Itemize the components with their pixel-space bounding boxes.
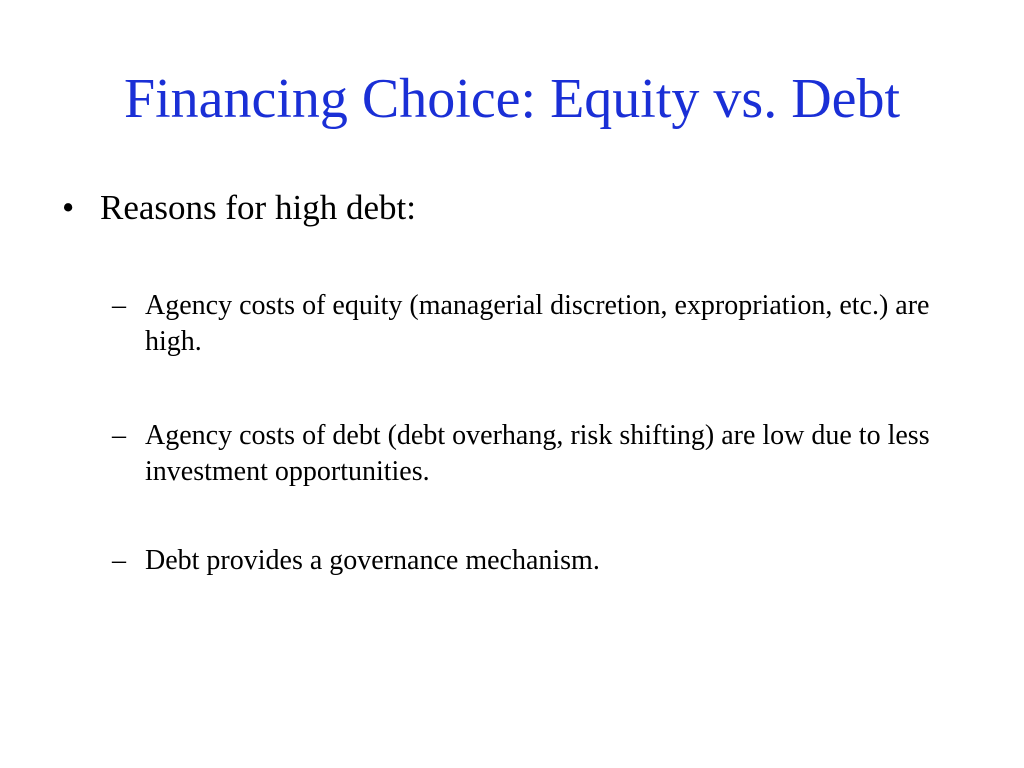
dash-marker: – [112,545,126,576]
dash-marker: – [112,420,126,451]
bullet-marker: • [62,188,75,227]
bullet-text: Reasons for high debt: [100,188,416,227]
dash-marker: – [112,290,126,321]
slide-title: Financing Choice: Equity vs. Debt [123,68,901,130]
sub-bullet-text: Agency costs of debt (debt overhang, risk shifting) are low due to less investment opportunities. [145,420,930,487]
sub-bullet-text: Agency costs of equity (managerial discretion, expropriation, etc.) are high. [145,290,930,357]
sub-bullet-text: Debt provides a governance mechanism. [145,545,600,576]
